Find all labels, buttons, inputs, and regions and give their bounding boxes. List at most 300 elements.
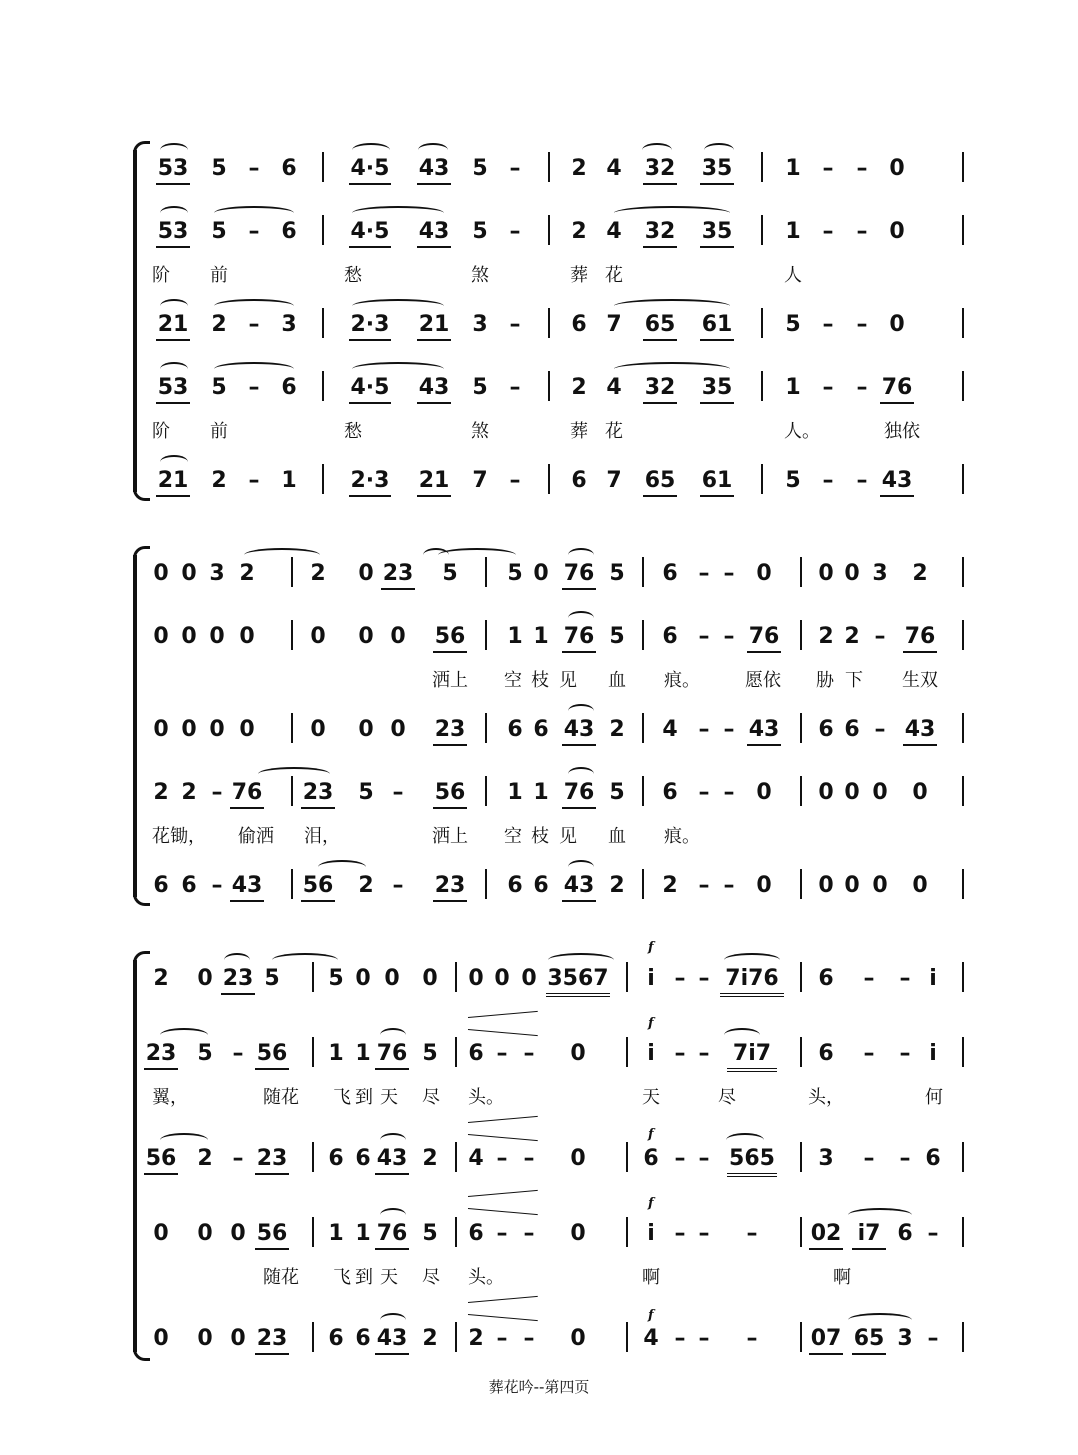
note-token: – <box>698 873 710 898</box>
note-token: 43 <box>417 219 451 248</box>
barline <box>642 869 644 899</box>
barline <box>962 1037 964 1067</box>
note-token: – <box>698 561 710 586</box>
note-token: 6 <box>328 1326 344 1351</box>
note-token: 6 <box>844 717 860 742</box>
note-token: – <box>698 966 710 991</box>
note-token: 23 <box>255 1326 289 1355</box>
page-footer: 葬花吟--第四页 <box>488 1378 590 1396</box>
note-token: 56 <box>301 873 335 902</box>
note-token: 5 <box>197 1041 213 1066</box>
note-token: 1 <box>533 780 549 805</box>
note-token: 0 <box>756 873 772 898</box>
note-token: 0 <box>153 1326 169 1351</box>
note-token: 65 <box>643 468 677 497</box>
barline <box>322 371 324 401</box>
note-token: – <box>523 1221 535 1246</box>
note-token: – <box>392 873 404 898</box>
note-token: 1 <box>785 219 801 244</box>
note-token: 0 <box>153 561 169 586</box>
note-token: 4·5 <box>349 375 391 404</box>
slur <box>272 953 338 967</box>
note-token: – <box>863 966 875 991</box>
lyric-syllable: 花 <box>605 265 623 286</box>
note-token: – <box>723 780 735 805</box>
note-token: 0 <box>533 561 549 586</box>
note-token: 0 <box>181 624 197 649</box>
crescendo-hairpin <box>468 1196 538 1210</box>
note-token: 0 <box>818 561 834 586</box>
note-token: 02 <box>809 1221 843 1250</box>
lyric-syllable: 枝 <box>531 670 549 691</box>
note-token: 56 <box>255 1221 289 1250</box>
note-token: 0 <box>570 1326 586 1351</box>
note-token: 0 <box>889 156 905 181</box>
note-token: 5 <box>785 468 801 493</box>
lyric-syllable: 随花 <box>263 1267 299 1288</box>
lyric-syllable: 尽 <box>422 1267 440 1288</box>
note-token: 3 <box>818 1146 834 1171</box>
lyric-syllable: 到 <box>355 1267 373 1288</box>
note-token: 7 <box>606 468 622 493</box>
notation-row <box>0 1326 1078 1362</box>
note-token: i <box>647 1221 655 1246</box>
slur <box>160 143 188 157</box>
barline <box>642 557 644 587</box>
barline <box>962 152 964 182</box>
note-token: 0 <box>209 624 225 649</box>
note-token: – <box>822 312 834 337</box>
note-token: 76 <box>903 624 937 653</box>
note-token: 43 <box>417 375 451 404</box>
note-token: – <box>674 1221 686 1246</box>
slur <box>724 953 780 967</box>
barline <box>455 1217 457 1247</box>
note-token: 6 <box>507 873 523 898</box>
slur <box>568 548 594 562</box>
barline <box>761 215 763 245</box>
note-token: 6 <box>662 624 678 649</box>
note-token: 6 <box>281 219 297 244</box>
note-token: 5 <box>358 780 374 805</box>
note-token: 0 <box>570 1041 586 1066</box>
note-token: 0 <box>912 780 928 805</box>
slur <box>258 767 330 781</box>
note-token: 21 <box>156 312 190 341</box>
note-token: 21 <box>156 468 190 497</box>
notation-row <box>0 219 1078 255</box>
slur <box>614 206 730 220</box>
barline <box>626 1322 628 1352</box>
lyric-syllable: 花锄， <box>152 826 206 847</box>
note-token: 43 <box>562 717 596 746</box>
note-token: 6 <box>328 1146 344 1171</box>
barline <box>291 713 293 743</box>
note-token: 6 <box>643 1146 659 1171</box>
note-token: 0 <box>872 873 888 898</box>
lyric-syllable: 下 <box>845 670 863 691</box>
note-token: i <box>647 1041 655 1066</box>
note-token: 35 <box>700 156 734 185</box>
slur <box>160 206 188 220</box>
slur <box>568 767 594 781</box>
barline <box>962 557 964 587</box>
barline <box>485 713 487 743</box>
lyric-syllable: 胁 <box>816 670 834 691</box>
note-token: 2 <box>609 717 625 742</box>
note-token: 6 <box>281 375 297 400</box>
lyric-syllable: 洒上 <box>432 670 468 691</box>
barline <box>322 308 324 338</box>
lyric-syllable: 头。 <box>468 1087 504 1108</box>
note-token: 23 <box>255 1146 289 1175</box>
note-token: 76 <box>562 624 596 653</box>
lyric-syllable: 愁 <box>344 265 362 286</box>
note-token: 5 <box>785 312 801 337</box>
note-token: 0 <box>358 717 374 742</box>
lyrics-row <box>0 670 1078 696</box>
note-token: 76 <box>562 561 596 590</box>
note-token: 43 <box>562 873 596 902</box>
note-token: 76 <box>230 780 264 809</box>
note-token: 2 <box>422 1146 438 1171</box>
lyric-syllable: 空 <box>504 670 522 691</box>
note-token: – <box>822 468 834 493</box>
forte-mark: f <box>648 1308 654 1323</box>
note-token: 0 <box>390 624 406 649</box>
note-token: 1 <box>328 1041 344 1066</box>
slur <box>380 1208 406 1222</box>
note-token: 23 <box>301 780 335 809</box>
note-token: 4 <box>606 156 622 181</box>
note-token: – <box>746 1221 758 1246</box>
lyric-syllable: 愁 <box>344 421 362 442</box>
note-token: 23 <box>144 1041 178 1070</box>
note-token: – <box>723 624 735 649</box>
note-token: 5 <box>472 156 488 181</box>
note-token: – <box>927 1326 939 1351</box>
lyric-syllable: 痕。 <box>664 826 700 847</box>
note-token: 0 <box>230 1326 246 1351</box>
note-token: 56 <box>433 624 467 653</box>
barline <box>962 620 964 650</box>
note-token: – <box>674 966 686 991</box>
barline <box>962 713 964 743</box>
note-token: – <box>248 219 260 244</box>
note-token: 6 <box>571 468 587 493</box>
barline <box>548 152 550 182</box>
note-token: 6 <box>468 1221 484 1246</box>
note-token: – <box>496 1326 508 1351</box>
note-token: – <box>392 780 404 805</box>
note-token: 2 <box>468 1326 484 1351</box>
note-token: 6 <box>281 156 297 181</box>
note-token: – <box>856 219 868 244</box>
lyric-syllable: 偷洒 <box>238 826 274 847</box>
note-token: 5 <box>507 561 523 586</box>
lyric-syllable: 人。 <box>784 421 820 442</box>
note-token: i7 <box>852 1221 886 1250</box>
note-token: – <box>698 1041 710 1066</box>
barline <box>962 1142 964 1172</box>
note-token: 2 <box>571 375 587 400</box>
note-token: 23 <box>221 966 255 995</box>
slur <box>244 548 320 562</box>
note-token: 2 <box>153 780 169 805</box>
note-token: – <box>509 219 521 244</box>
lyrics-row <box>0 421 1078 447</box>
note-token: 2 <box>239 561 255 586</box>
lyrics-row <box>0 1087 1078 1113</box>
notation-row <box>0 561 1078 597</box>
lyric-syllable: 血 <box>608 670 626 691</box>
note-token: 0 <box>358 561 374 586</box>
slur <box>352 206 444 220</box>
note-token: 35 <box>700 375 734 404</box>
notation-row <box>0 468 1078 504</box>
note-token: 43 <box>375 1326 409 1355</box>
slur <box>352 362 444 376</box>
barline <box>800 1217 802 1247</box>
note-token: – <box>211 780 223 805</box>
note-token: – <box>874 624 886 649</box>
lyric-syllable: 葬 <box>570 265 588 286</box>
lyric-syllable: 见 <box>559 826 577 847</box>
note-token: 0 <box>197 1326 213 1351</box>
note-token: 0 <box>181 717 197 742</box>
note-token: 4 <box>662 717 678 742</box>
note-token: – <box>698 717 710 742</box>
note-token: 07 <box>809 1326 843 1355</box>
note-token: 2 <box>571 219 587 244</box>
note-token: – <box>698 1146 710 1171</box>
note-token: 1 <box>533 624 549 649</box>
note-token: 32 <box>643 375 677 404</box>
notation-row <box>0 873 1078 909</box>
note-token: – <box>509 312 521 337</box>
slur <box>380 1028 406 1042</box>
note-token: 2 <box>197 1146 213 1171</box>
barline <box>962 464 964 494</box>
lyric-syllable: 天 <box>642 1087 660 1108</box>
crescendo-hairpin <box>468 1122 538 1136</box>
barline <box>312 1322 314 1352</box>
note-token: – <box>899 1146 911 1171</box>
note-token: 6 <box>925 1146 941 1171</box>
note-token: 6 <box>181 873 197 898</box>
lyric-syllable: 煞 <box>471 421 489 442</box>
note-token: 0 <box>756 561 772 586</box>
note-token: 0 <box>422 966 438 991</box>
note-token: 5 <box>422 1221 438 1246</box>
note-token: 0 <box>384 966 400 991</box>
note-token: 1 <box>328 1221 344 1246</box>
note-token: 0 <box>912 873 928 898</box>
slur <box>568 611 594 625</box>
note-token: 53 <box>156 219 190 248</box>
slur <box>704 143 734 157</box>
note-token: – <box>899 1041 911 1066</box>
note-token: 0 <box>358 624 374 649</box>
note-token: – <box>822 156 834 181</box>
notation-row <box>0 312 1078 348</box>
barline <box>548 215 550 245</box>
slur <box>724 1028 760 1042</box>
barline <box>962 869 964 899</box>
note-token: 21 <box>417 312 451 341</box>
lyric-syllable: 随花 <box>263 1087 299 1108</box>
forte-mark: f <box>648 1127 654 1142</box>
note-token: – <box>723 717 735 742</box>
barline <box>626 962 628 992</box>
note-token: 3 <box>897 1326 913 1351</box>
lyric-syllable: 枝 <box>531 826 549 847</box>
crescendo-hairpin <box>468 1302 538 1316</box>
forte-mark: f <box>648 940 654 955</box>
slur <box>848 1208 912 1222</box>
lyric-syllable: 何 <box>925 1087 943 1108</box>
note-token: 43 <box>230 873 264 902</box>
lyric-syllable: 独依 <box>884 421 920 442</box>
note-token: – <box>523 1041 535 1066</box>
barline <box>962 215 964 245</box>
barline <box>962 371 964 401</box>
barline <box>800 1142 802 1172</box>
barline <box>455 1322 457 1352</box>
lyric-syllable: 啊 <box>642 1267 660 1288</box>
note-token: 4·5 <box>349 219 391 248</box>
barline <box>800 869 802 899</box>
barline <box>642 776 644 806</box>
note-token: 0 <box>355 966 371 991</box>
note-token: 0 <box>872 780 888 805</box>
note-token: 56 <box>144 1146 178 1175</box>
note-token: 0 <box>889 219 905 244</box>
note-token: 0 <box>197 966 213 991</box>
note-token: 2 <box>818 624 834 649</box>
lyric-syllable: 阶 <box>152 421 170 442</box>
note-token: – <box>248 312 260 337</box>
note-token: 1 <box>785 375 801 400</box>
note-token: 2 <box>181 780 197 805</box>
note-token: 0 <box>239 624 255 649</box>
note-token: 0 <box>153 1221 169 1246</box>
note-token: 2 <box>358 873 374 898</box>
note-token: 6 <box>818 966 834 991</box>
lyric-syllable: 阶 <box>152 265 170 286</box>
note-token: 2 <box>844 624 860 649</box>
note-token: 5 <box>211 219 227 244</box>
slur <box>160 1028 208 1042</box>
note-token: – <box>509 156 521 181</box>
notation-row <box>0 717 1078 753</box>
lyric-syllable: 生双 <box>902 670 938 691</box>
slur <box>214 299 294 313</box>
barline <box>291 869 293 899</box>
note-token: 3567 <box>546 966 610 997</box>
note-token: 1 <box>281 468 297 493</box>
note-token: 0 <box>390 717 406 742</box>
note-token: – <box>856 156 868 181</box>
barline <box>761 371 763 401</box>
slur <box>352 143 390 157</box>
note-token: 43 <box>747 717 781 746</box>
note-token: – <box>248 468 260 493</box>
note-token: 0 <box>230 1221 246 1246</box>
note-token: 4 <box>606 375 622 400</box>
note-token: 0 <box>468 966 484 991</box>
barline <box>642 620 644 650</box>
note-token: – <box>874 717 886 742</box>
lyric-syllable: 前 <box>210 421 228 442</box>
note-token: 1 <box>785 156 801 181</box>
lyric-syllable: 洒上 <box>432 826 468 847</box>
note-token: 23 <box>381 561 415 590</box>
note-token: 5 <box>609 624 625 649</box>
note-token: 43 <box>375 1146 409 1175</box>
lyric-syllable: 痕。 <box>664 670 700 691</box>
lyric-syllable: 头， <box>808 1087 844 1108</box>
note-token: – <box>509 375 521 400</box>
barline <box>800 962 802 992</box>
note-token: 53 <box>156 375 190 404</box>
note-token: 5 <box>472 375 488 400</box>
note-token: 1 <box>507 780 523 805</box>
note-token: – <box>674 1041 686 1066</box>
lyric-syllable: 人 <box>784 265 802 286</box>
lyric-syllable: 翼， <box>152 1087 188 1108</box>
barline <box>485 620 487 650</box>
note-token: 4 <box>468 1146 484 1171</box>
note-token: 5 <box>422 1041 438 1066</box>
notation-row <box>0 156 1078 192</box>
note-token: 61 <box>700 468 734 497</box>
note-token: 0 <box>153 717 169 742</box>
note-token: 0 <box>521 966 537 991</box>
note-token: 0 <box>844 780 860 805</box>
note-token: 2·3 <box>349 468 391 497</box>
note-token: – <box>523 1146 535 1171</box>
note-token: – <box>674 1326 686 1351</box>
note-token: 6 <box>533 717 549 742</box>
note-token: – <box>496 1041 508 1066</box>
barline <box>962 1322 964 1352</box>
note-token: 1 <box>355 1041 371 1066</box>
lyric-syllable: 头。 <box>468 1267 504 1288</box>
note-token: 1 <box>507 624 523 649</box>
note-token: 7 <box>606 312 622 337</box>
lyrics-row <box>0 1267 1078 1293</box>
note-token: – <box>856 375 868 400</box>
barline <box>962 1217 964 1247</box>
slur <box>614 299 730 313</box>
barline <box>962 308 964 338</box>
note-token: – <box>746 1326 758 1351</box>
notation-row <box>0 1041 1078 1077</box>
note-token: 0 <box>310 624 326 649</box>
barline <box>761 152 763 182</box>
lyric-syllable: 葬 <box>570 421 588 442</box>
slur <box>160 455 188 469</box>
note-token: 6 <box>533 873 549 898</box>
barline <box>800 776 802 806</box>
barline <box>485 776 487 806</box>
note-token: 0 <box>209 717 225 742</box>
note-token: 3 <box>209 561 225 586</box>
barline <box>312 1217 314 1247</box>
slur <box>380 1133 406 1147</box>
slur <box>318 860 366 874</box>
